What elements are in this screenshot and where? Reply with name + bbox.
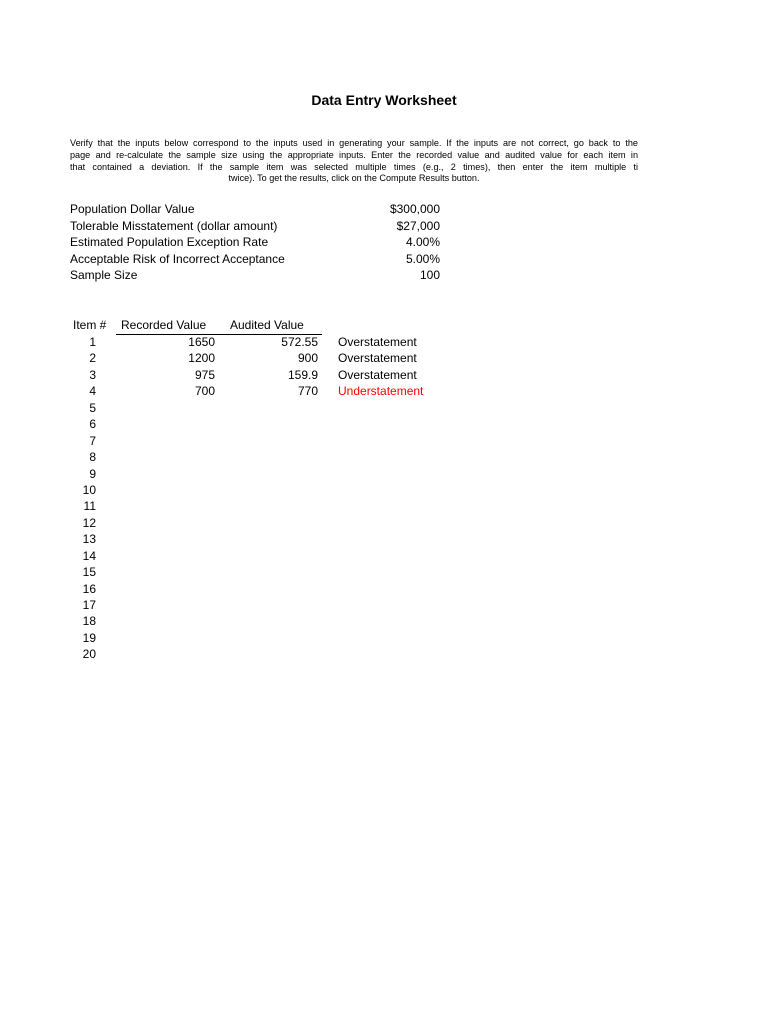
- table-row: [0, 613, 768, 629]
- table-row: [0, 630, 768, 646]
- table-row: [0, 515, 768, 531]
- parameter-value[interactable]: 5.00%: [405, 251, 440, 266]
- table-row: [0, 548, 768, 564]
- item-number-cell: 6: [89, 417, 96, 432]
- header-item-number: Item #: [73, 318, 107, 332]
- audited-value-cell[interactable]: 770: [297, 384, 318, 399]
- parameter-label: Acceptable Risk of Incorrect Acceptance: [70, 251, 285, 266]
- table-row: [0, 564, 768, 580]
- table-row: [0, 466, 768, 482]
- parameter-row: [70, 267, 440, 284]
- header-recorded-value: Recorded Value: [121, 318, 207, 332]
- parameter-value[interactable]: 100: [419, 268, 440, 283]
- parameter-row: [70, 234, 440, 251]
- item-number-cell: 2: [89, 351, 96, 366]
- item-number-cell: 16: [82, 581, 96, 596]
- parameter-row: [70, 251, 440, 268]
- instruction-line: page and re-calculate the sample size using the appropriate inputs. Enter the recorded value and audited value for each item in: [70, 149, 638, 160]
- item-number-cell: 15: [82, 565, 96, 580]
- parameter-label: Tolerable Misstatement (dollar amount): [70, 218, 278, 233]
- table-row: [0, 449, 768, 465]
- instruction-line: Verify that the inputs below correspond to the inputs used in generating your sample. If the inputs are not correct, go back to the: [70, 138, 638, 148]
- table-row: [0, 433, 768, 449]
- table-row: [0, 350, 768, 366]
- item-number-cell: 1: [89, 335, 96, 349]
- item-number-cell: 18: [82, 614, 96, 629]
- item-number-cell: 5: [89, 400, 96, 415]
- recorded-value-cell[interactable]: 975: [194, 367, 215, 382]
- recorded-value-cell[interactable]: 700: [194, 384, 215, 399]
- parameter-value[interactable]: 4.00%: [405, 235, 440, 250]
- audited-value-cell[interactable]: 900: [297, 351, 318, 366]
- instruction-line: that contained a deviation. If the sample item was selected multiple times (e.g., 2 times), then enter the item multiple ti: [70, 161, 638, 172]
- table-row: [0, 597, 768, 613]
- table-row: [0, 531, 768, 547]
- table-row: [0, 334, 768, 350]
- item-number-cell: 20: [82, 647, 96, 662]
- table-row: [0, 646, 768, 662]
- header-audited-value: Audited Value: [230, 318, 304, 332]
- item-number-cell: 12: [82, 515, 96, 530]
- item-number-cell: 19: [82, 630, 96, 645]
- table-row: [0, 383, 768, 399]
- item-number-cell: 8: [89, 450, 96, 465]
- item-number-cell: 13: [82, 532, 96, 547]
- parameter-label: Sample Size: [70, 268, 138, 283]
- item-number-cell: 10: [82, 482, 96, 497]
- page-title: Data Entry Worksheet: [311, 92, 457, 108]
- table-row: [0, 367, 768, 383]
- parameter-label: Estimated Population Exception Rate: [70, 235, 269, 250]
- table-row: [0, 400, 768, 416]
- misstatement-type-cell: Overstatement: [338, 367, 417, 382]
- table-row: [0, 416, 768, 432]
- misstatement-type-cell: Understatement: [338, 384, 424, 399]
- parameter-label: Population Dollar Value: [70, 202, 195, 216]
- misstatement-type-cell: Overstatement: [338, 351, 417, 366]
- parameter-value[interactable]: $300,000: [389, 202, 440, 216]
- item-number-cell: 4: [89, 384, 96, 399]
- item-number-cell: 9: [89, 466, 96, 481]
- audited-value-cell[interactable]: 572.55: [281, 335, 318, 349]
- item-number-cell: 11: [83, 499, 96, 514]
- item-number-cell: 17: [82, 598, 96, 612]
- audited-value-cell[interactable]: 159.9: [287, 367, 318, 382]
- table-row: [0, 581, 768, 597]
- parameter-row: [70, 201, 440, 218]
- data-table-body: [0, 334, 768, 663]
- item-number-cell: 7: [89, 433, 96, 448]
- recorded-value-cell[interactable]: 1650: [188, 335, 215, 349]
- table-row: [0, 482, 768, 498]
- table-header: [0, 317, 768, 333]
- parameter-row: [70, 218, 440, 235]
- recorded-value-cell[interactable]: 1200: [188, 351, 215, 366]
- instructions: [70, 138, 638, 188]
- item-number-cell: 14: [82, 548, 96, 563]
- item-number-cell: 3: [89, 367, 96, 382]
- instruction-line: twice). To get the results, click on the Compute Results button.: [228, 173, 480, 184]
- parameters-block: [70, 201, 440, 284]
- parameter-value[interactable]: $27,000: [396, 218, 440, 233]
- misstatement-type-cell: Overstatement: [338, 335, 417, 349]
- table-row: [0, 498, 768, 514]
